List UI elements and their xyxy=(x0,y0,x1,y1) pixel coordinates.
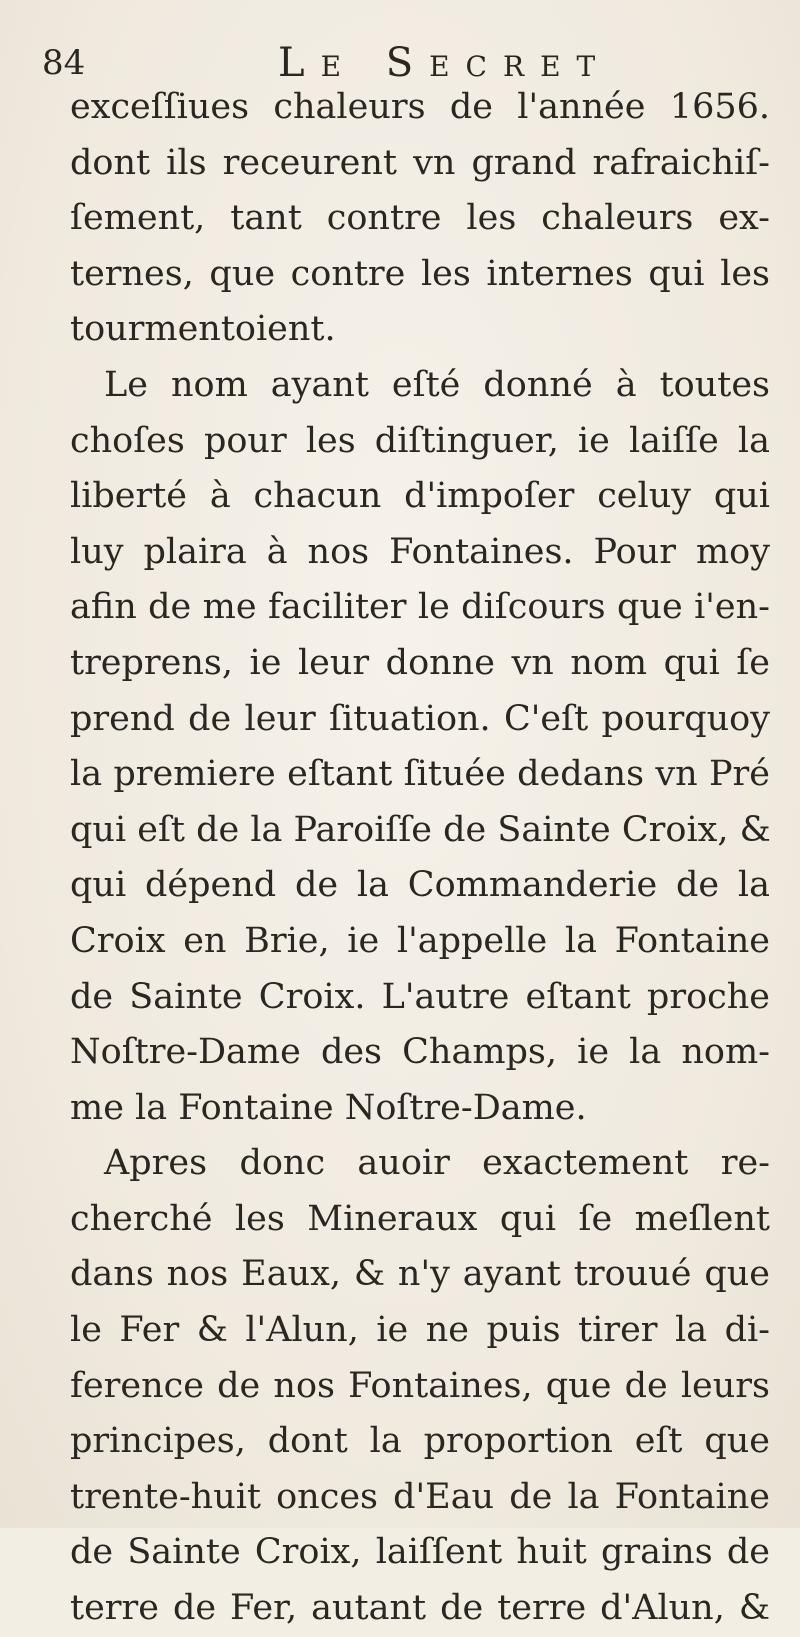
text-line: me la Fontaine Noſtre-Dame. xyxy=(70,1087,587,1128)
body-text xyxy=(70,80,770,1637)
text-line: choſes pour les diſtinguer, ie laiſſe la xyxy=(70,420,770,461)
text-line: ſement, tant contre les chaleurs ex- xyxy=(70,198,770,239)
text-line: treprens, ie leur donne vn nom qui ſe xyxy=(70,642,770,683)
text-line: principes, dont la proportion eſt que xyxy=(70,1421,770,1462)
text-line: Noſtre-Dame des Champs, ie la nom- xyxy=(70,1032,770,1073)
text-line: le Fer & l'Alun, ie ne puis tirer la di- xyxy=(70,1310,770,1351)
text-line: luy plaira à nos Fontaines. Pour moy xyxy=(70,531,770,572)
text-line: exceſſiues chaleurs de l'année 1656. xyxy=(70,87,770,127)
text-line: ternes, que contre les internes qui les xyxy=(70,253,770,294)
paragraph-first-line: Le nom ayant eſté donné à toutes xyxy=(104,364,770,405)
text-line: Croix en Brie, ie l'appelle la Fontaine xyxy=(70,920,770,961)
text-line: qui dépend de la Commanderie de la xyxy=(70,865,770,906)
page-number: 84 xyxy=(42,43,86,83)
text-line: dont ils receurent vn grand rafraichiſ- xyxy=(70,142,770,183)
text-line: terre de Fer, autant de terre d'Alun, & xyxy=(70,1588,770,1629)
text-line: ference de nos Fontaines, que de leurs xyxy=(70,1365,770,1406)
text-line: tourmentoient. xyxy=(70,309,336,350)
text-line: qui eſt de la Paroiſſe de Sainte Croix, & xyxy=(70,809,771,850)
text-line: liberté à chacun d'impoſer celuy qui xyxy=(70,476,770,517)
text-line: prend de leur ſituation. C'eſt pourquoy xyxy=(70,698,770,739)
text-line: la premiere eſtant ſituée dedans vn Pré xyxy=(70,754,770,795)
running-title: Le Secret xyxy=(278,40,612,86)
text-line: afin de me faciliter le diſcours que i'en- xyxy=(70,587,770,628)
text-line: dans nos Eaux, & n'y ayant trouué que xyxy=(70,1254,770,1295)
text-line: trente-huit onces d'Eau de la Fontaine xyxy=(70,1476,770,1517)
paragraph-first-line: Apres donc auoir exactement re- xyxy=(104,1143,770,1184)
text-line: de Sainte Croix. L'autre eſtant proche xyxy=(70,976,770,1017)
text-line: cherché les Mineraux qui ſe meſlent xyxy=(70,1198,770,1239)
text-line: de Sainte Croix, laiſſent huit grains de xyxy=(70,1532,770,1573)
